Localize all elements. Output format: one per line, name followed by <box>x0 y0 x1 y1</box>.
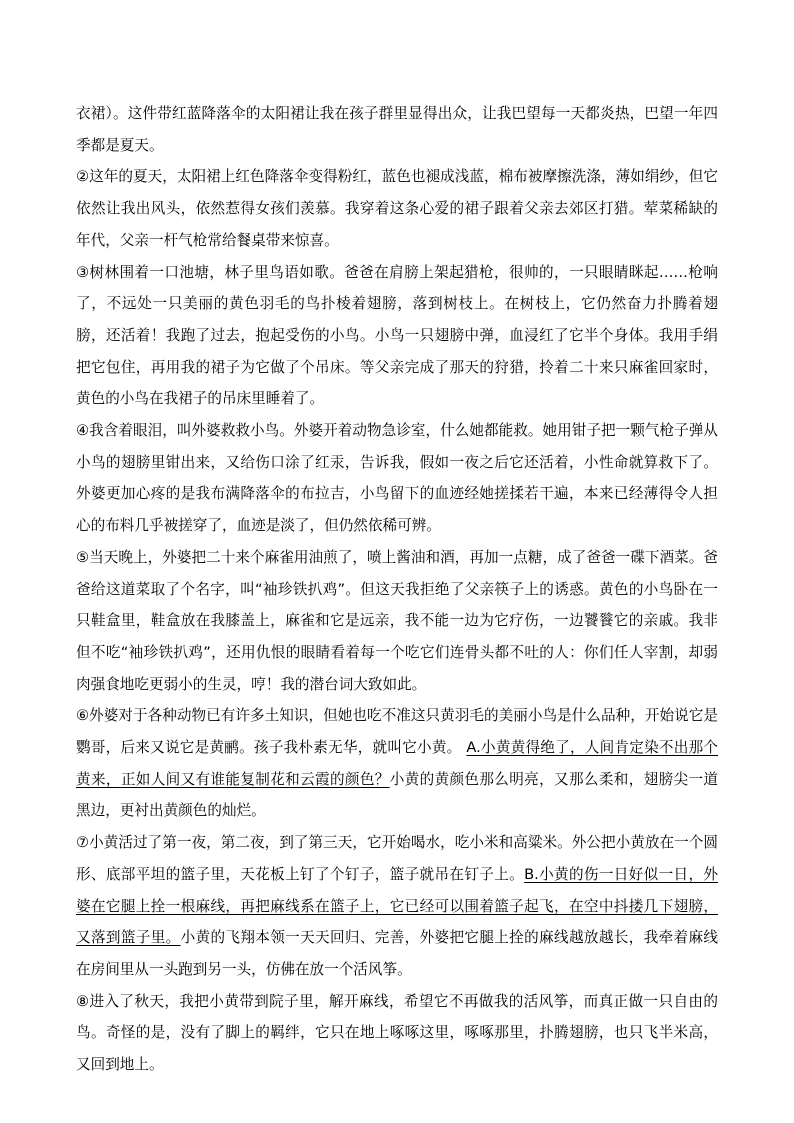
paragraph-6-text-post: 小黄的黄颜色那么明亮，又那么柔和，翅膀尖一道黑边，更衬出黄颜色的灿烂。 <box>76 770 718 820</box>
paragraph-4 <box>76 415 718 542</box>
paragraph-5 <box>76 542 718 701</box>
document-body <box>76 98 718 1081</box>
paragraph-1-text: 衣裙）。这件带红蓝降落伞的太阳裙让我在孩子群里显得出众，让我巴望每一天都炎热，巴望一年四季都是夏天。 <box>76 105 718 154</box>
paragraph-1 <box>76 98 718 161</box>
paragraph-2-text: ②这年的夏天，太阳裙上红色降落伞变得粉红，蓝色也褪成浅蓝，棉布被摩擦洗涤，薄如绢纱，但它依然让我出风头，依然惹得女孩们羡慕。我穿着这条心爱的裙子跟着父亲去郊区打猎。荤菜稀缺的年代，父亲一杆气枪常给餐桌带来惊喜。 <box>76 168 718 249</box>
paragraph-6 <box>76 700 718 827</box>
paragraph-5-text: ⑤当天晚上，外婆把二十来个麻雀用油煎了，喷上酱油和酒，再加一点糖，成了爸爸一碟下酒菜。爸爸给这道菜取了个名字，叫“袖珍铁扒鸡”。但这天我拒绝了父亲筷子上的诱惑。黄色的小鸟卧在一只鞋盒里，鞋盒放在我膝盖上，麻雀和它是远亲，我不能一边为它疗伤，一边饕餮它的亲戚。我非但不吃“袖珍铁扒鸡”，还用仇恨的眼睛看着每一个吃它们连骨头都不吐的人：你们任人宰割，却弱肉强食地吃更弱小的生灵，哼！我的潜台词大致如此。 <box>76 548 718 693</box>
paragraph-3-text: ③树林围着一口池塘，林子里鸟语如歌。爸爸在肩膀上架起猎枪，很帅的，一只眼睛眯起……枪响了，不远处一只美丽的黄色羽毛的鸟扑棱着翅膀，落到树枝上。在树枝上，它仍然奋力扑腾着翅膀，还活着！我跑了过去，抱起受伤的小鸟。小鸟一只翅膀中弹，血浸红了它半个身体。我用手绢把它包住，再用我的裙子为它做了个吊床。等父亲完成了那天的狩猎，拎着二十来只麻雀回家时，黄色的小鸟在我裙子的吊床里睡着了。 <box>76 263 718 408</box>
paragraph-7 <box>76 827 718 986</box>
underlined-sentence-a: A.小黄黄得绝了，人间肯定染不出那个黄来，正如人间又有谁能复制花和云霞的颜色？ <box>76 739 718 788</box>
paragraph-8 <box>76 986 718 1081</box>
paragraph-3 <box>76 257 718 416</box>
paragraph-4-text: ④我含着眼泪，叫外婆救救小鸟。外婆开着动物急诊室，什么她都能救。她用钳子把一颗气枪子弹从小鸟的翅膀里钳出来，又给伤口涂了红汞，告诉我，假如一夜之后它还活着，小性命就算救下了。外婆更加心疼的是我布满降落伞的布拉吉，小鸟留下的血迹经她搓揉若干遍，本来已经薄得令人担心的布料几乎被搓穿了，血迹是淡了，但仍然依稀可辨。 <box>76 422 718 535</box>
paragraph-2 <box>76 161 718 256</box>
paragraph-8-text: ⑧进入了秋天，我把小黄带到院子里，解开麻线，希望它不再做我的活风筝，而真正做一只自由的鸟。奇怪的是，没有了脚上的羁绊，它只在地上啄啄这里，啄啄那里，扑腾翅膀，也只飞半米高，又回到地上。 <box>76 992 718 1074</box>
paragraph-6-text-pre: ⑥外婆对于各种动物已有许多土知识，但她也吃不准这只黄羽毛的美丽小鸟是什么品种，开始说它是鹦哥，后来又说它是黄鹂。孩子我朴素无华，就叫它小黄。 <box>76 707 718 757</box>
paragraph-7-text-post: 小黄的飞翔本领一天天回归、完善，外婆把它腿上拴的麻线越放越长，我牵着麻线在房间里从一头跑到另一头，仿佛在放一个活风筝。 <box>76 929 718 978</box>
paragraph-7-text-pre: ⑦小黄活过了第一夜，第二夜，到了第三天，它开始喝水，吃小米和高粱米。外公把小黄放在一个圆形、底部平坦的篮子里，天花板上钉了个钉子，篮子就吊在钉子上。 <box>76 834 718 883</box>
underlined-sentence-b: B.小黄的伤一日好似一日，外婆在它腿上拴一根麻线，再把麻线系在篮子上，它已经可以围着篮子起飞，在空中抖搂几下翅膀，又落到篮子里。 <box>76 865 718 947</box>
